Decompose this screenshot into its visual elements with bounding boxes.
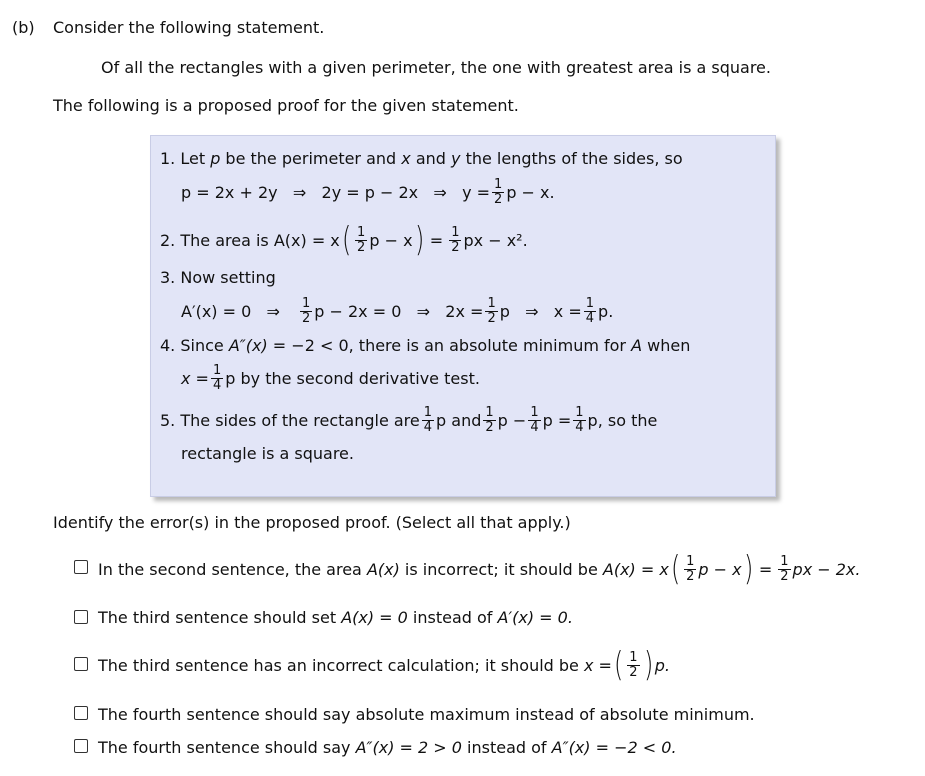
proof-sentence-4-line-2: x = $\frac{1}{4}$ p by the second derivative test. xyxy=(181,362,480,393)
fraction-quarter: $\frac{1}{4}$ xyxy=(212,362,222,393)
proof-intro-text: The following is a proposed proof for the given statement. xyxy=(53,96,519,115)
option-2-label[interactable]: The third sentence should set A(x) = 0 instead of A′(x) = 0. xyxy=(98,608,573,627)
option-5-label[interactable]: The fourth sentence should say A″(x) = 2 > 0 instead of A″(x) = −2 < 0. xyxy=(98,738,677,757)
proof-sentence-3-equation: A′(x) = 0 ⇒ $\frac{1}{2}$ p − 2x = 0 ⇒ 2x = $\frac{1}{2}$ p ⇒ x = $\frac{1}{4}$ p. xyxy=(181,295,614,326)
fraction-half: $\frac{1}{2}$ xyxy=(485,404,494,435)
fraction-half: $\frac{1}{2}$ xyxy=(494,176,503,207)
fraction-quarter: $\frac{1}{4}$ xyxy=(585,295,595,326)
option-5-checkbox[interactable] xyxy=(74,739,88,753)
question-text: Identify the error(s) in the proposed proof. (Select all that apply.) xyxy=(53,513,571,532)
option-1-checkbox[interactable] xyxy=(74,560,88,574)
fraction-quarter: $\frac{1}{4}$ xyxy=(423,404,433,435)
right-paren: ) xyxy=(743,549,753,589)
left-paren: ( xyxy=(341,220,352,260)
option-3-checkbox[interactable] xyxy=(74,657,88,671)
proof-sentence-5-line-1: 5. The sides of the rectangle are $\frac{1}{4}$ p and $\frac{1}{2}$ p − $\frac{1}{4}$ p = $\frac{1}{4}$ p, so the xyxy=(160,404,658,435)
fraction-half: $\frac{1}{2}$ xyxy=(629,649,638,680)
prompt-text: Consider the following statement. xyxy=(53,18,325,37)
statement-text: Of all the rectangles with a given perimeter, the one with greatest area is a square. xyxy=(101,58,771,77)
proof-sentence-1-line-2: p = 2x + 2y ⇒ 2y = p − 2x ⇒ y = $\frac{1}{2}$ p − x. xyxy=(181,176,555,207)
fraction-quarter: $\frac{1}{4}$ xyxy=(530,404,539,435)
right-paren: ) xyxy=(643,645,653,685)
fraction-half: $\frac{1}{2}$ xyxy=(780,553,789,584)
proof-sentence-5-line-2: rectangle is a square. xyxy=(181,444,354,463)
proof-sentence-4-line-1: 4. Since A″(x) = −2 < 0, there is an absolute minimum for A when xyxy=(160,336,691,355)
fraction-half: $\frac{1}{2}$ xyxy=(451,224,460,255)
option-1-label[interactable]: In the second sentence, the area A(x) is incorrect; it should be A(x) = x ( $\frac{1}{2}$ p − x ) = $\frac{1}{2}$ px − 2x. xyxy=(98,549,861,589)
proof-sentence-2: 2. The area is A(x) = x ( $\frac{1}{2}$ p − x ) = $\frac{1}{2}$ px − x². xyxy=(160,220,528,260)
part-label: (b) xyxy=(12,18,35,37)
fraction-half: $\frac{1}{2}$ xyxy=(301,295,311,326)
option-3-label[interactable]: The third sentence has an incorrect calculation; it should be x = ( $\frac{1}{2}$ ) p. xyxy=(98,645,671,685)
option-4-label[interactable]: The fourth sentence should say absolute maximum instead of absolute minimum. xyxy=(98,705,755,724)
option-4-checkbox[interactable] xyxy=(74,706,88,720)
fraction-half: $\frac{1}{2}$ xyxy=(487,295,496,326)
fraction-half: $\frac{1}{2}$ xyxy=(686,553,695,584)
right-paren: ) xyxy=(414,220,424,260)
fraction-quarter: $\frac{1}{4}$ xyxy=(575,404,584,435)
proof-sentence-3-label: 3. Now setting xyxy=(160,268,276,287)
fraction-half: $\frac{1}{2}$ xyxy=(357,224,366,255)
option-2-checkbox[interactable] xyxy=(74,610,88,624)
left-paren: ( xyxy=(613,645,624,685)
left-paren: ( xyxy=(670,549,681,589)
proof-sentence-1-line-1: 1. Let p be the perimeter and x and y the lengths of the sides, so xyxy=(160,149,683,168)
